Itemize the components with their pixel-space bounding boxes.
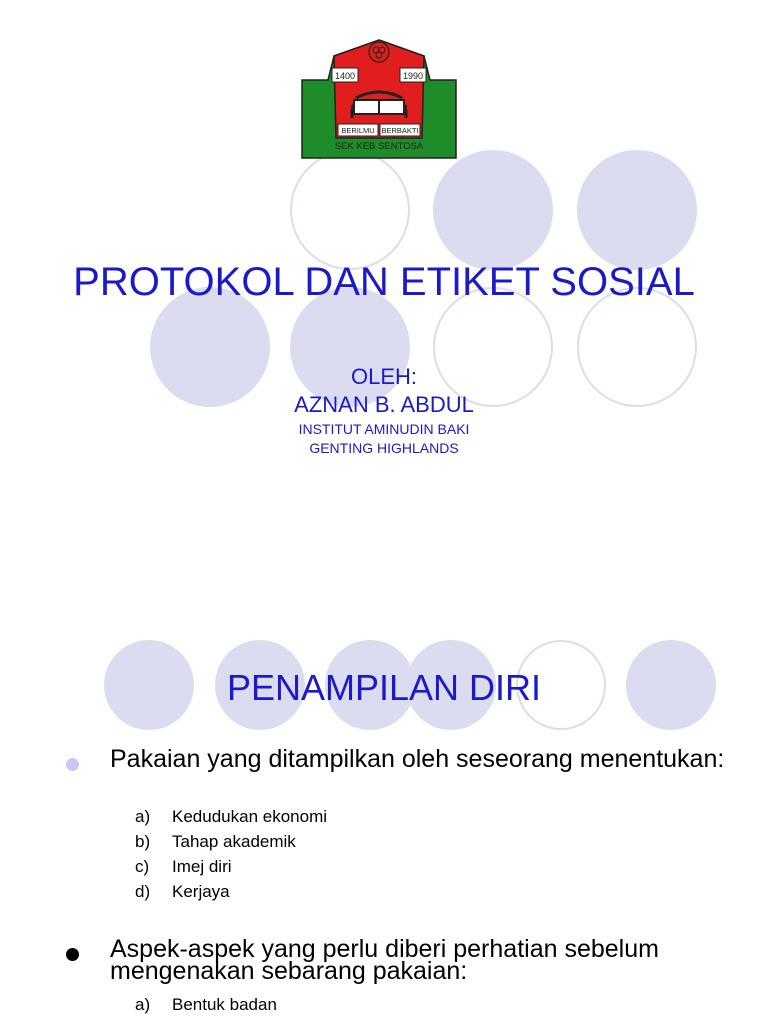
decorative-circle bbox=[290, 150, 410, 270]
list-text: Tahap akademik bbox=[172, 832, 296, 851]
logo-year-left: 1400 bbox=[334, 71, 356, 81]
bullet-item bbox=[60, 745, 740, 901]
institute-name: INSTITUT AMINUDIN BAKI bbox=[298, 421, 470, 437]
author-label: OLEH: bbox=[350, 364, 418, 389]
logo-motto-right: BERBAKTI bbox=[381, 126, 419, 135]
school-crest-logo bbox=[294, 38, 464, 162]
decorative-circle bbox=[577, 150, 697, 270]
bullet-text: Aspek-aspek yang perlu diberi perhatian sebelum mengenakan sebarang pakaian: bbox=[110, 935, 659, 985]
list-marker: b) bbox=[135, 832, 151, 851]
list-text: Bentuk badan bbox=[172, 995, 277, 1014]
list-text: Kerjaya bbox=[172, 882, 230, 901]
list-marker: c) bbox=[135, 857, 150, 876]
slide-title bbox=[0, 258, 768, 306]
list-marker: a) bbox=[135, 807, 151, 826]
logo-year-right: 1990 bbox=[402, 71, 424, 81]
bullet-text: Pakaian yang ditampilkan oleh seseorang menentukan: bbox=[110, 745, 725, 773]
content-slide bbox=[0, 560, 768, 1024]
logo-motto-left: BERILMU bbox=[341, 126, 375, 135]
slide-title-text: PROTOKOL DAN ETIKET SOSIAL bbox=[73, 260, 695, 304]
list-marker: d) bbox=[135, 882, 151, 901]
list-text: Imej diri bbox=[172, 857, 232, 876]
author-name: AZNAN B. ABDUL bbox=[294, 392, 474, 417]
logo-school-name: SEK KEB SENTOSA bbox=[334, 141, 424, 152]
institute-location: GENTING HIGHLANDS bbox=[309, 440, 459, 456]
bullet-item bbox=[60, 935, 740, 1024]
bullet-dot-icon bbox=[66, 758, 79, 771]
bullet-dot-icon bbox=[66, 948, 79, 961]
section-heading: PENAMPILAN DIRI bbox=[226, 667, 542, 708]
decorative-circle bbox=[433, 150, 553, 270]
list-text: Kedudukan ekonomi bbox=[172, 807, 328, 826]
list-marker: a) bbox=[135, 995, 151, 1014]
